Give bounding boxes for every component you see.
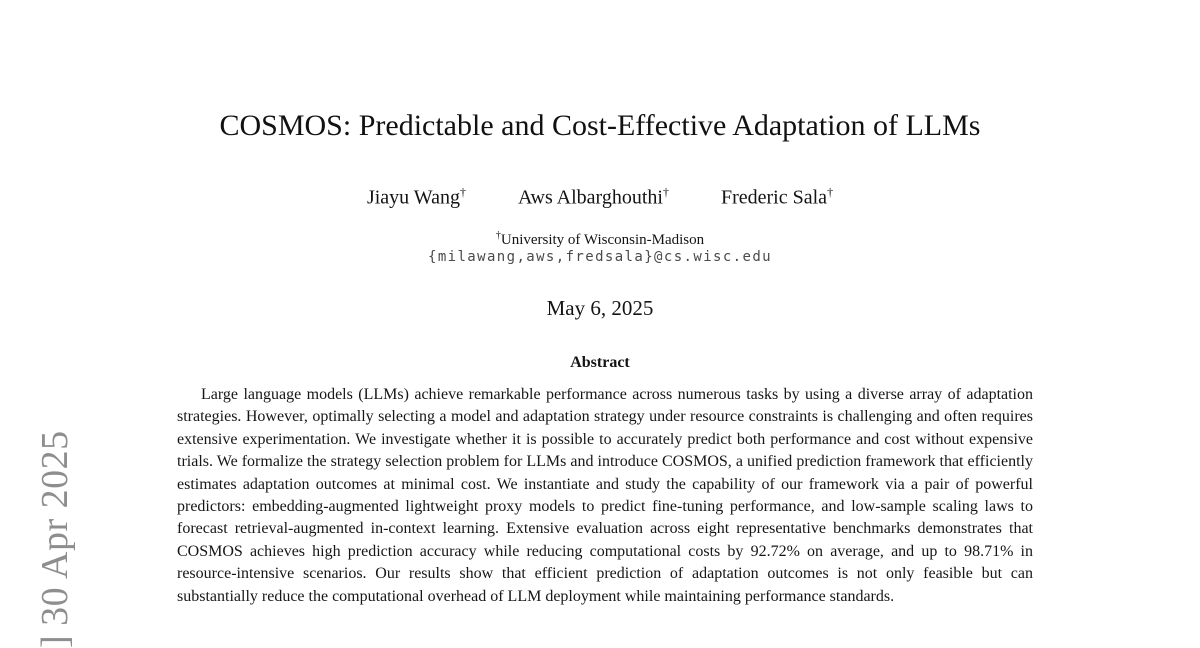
paper-title: COSMOS: Predictable and Cost-Effective Adaptation of LLMs	[219, 109, 981, 142]
watermark-bracket-fragment: ]	[34, 634, 76, 648]
author-name: Aws Albarghouthi	[517, 186, 663, 209]
author-name: Frederic Sala	[720, 186, 828, 209]
affiliation-mark: †	[495, 230, 501, 241]
author-affiliation-mark: †	[459, 185, 466, 199]
abstract-heading: Abstract	[570, 354, 630, 371]
publication-date: May 6, 2025	[546, 296, 654, 320]
arxiv-watermark	[33, 430, 77, 648]
affiliation-name: University of Wisconsin-Madison	[500, 232, 705, 248]
author-jiayu-wang	[367, 178, 466, 212]
author-frederic-sala	[721, 178, 833, 212]
author-affiliation-mark: †	[662, 185, 669, 199]
affiliation	[0, 226, 1200, 250]
author-aws-albarghouthi	[518, 178, 669, 212]
author-list	[0, 178, 1200, 212]
author-affiliation-mark: †	[827, 185, 834, 199]
contact-email: {milawang,aws,fredsala}@cs.wisc.edu	[427, 249, 772, 265]
author-name: Jiayu Wang	[366, 186, 460, 209]
watermark-date: 30 Apr 2025	[34, 430, 76, 626]
abstract-text: Large language models (LLMs) achieve remarkable performance across numerous tasks by using a diverse array of adaptation strategies. However, optimally selecting a model and adaptation strategy under resource constraints is challenging and often requires extensive experimentation. We investigate whether it is possible to accurately predict both performance and cost without expensive trials. We formalize the strategy selection problem for LLMs and introduce COSMOS, a unified prediction framework that efficiently estimates adaptation outcomes at minimal cost. We instantiate and study the capability of our framework via a pair of powerful predictors: embedding-augmented lightweight proxy models to predict fine-tuning performance, and low-sample scaling laws to forecast retrieval-augmented in-context learning. Extensive evaluation across eight representative benchmarks demonstrates that COSMOS achieves high prediction accuracy while reducing computational costs by 92.72% on average, and up to 98.71% in resource-intensive scenarios. Our results show that efficient prediction of adaptation outcomes is not only feasible but can substantially reduce the computational overhead of LLM deployment while maintaining performance standards.	[177, 386, 1033, 605]
